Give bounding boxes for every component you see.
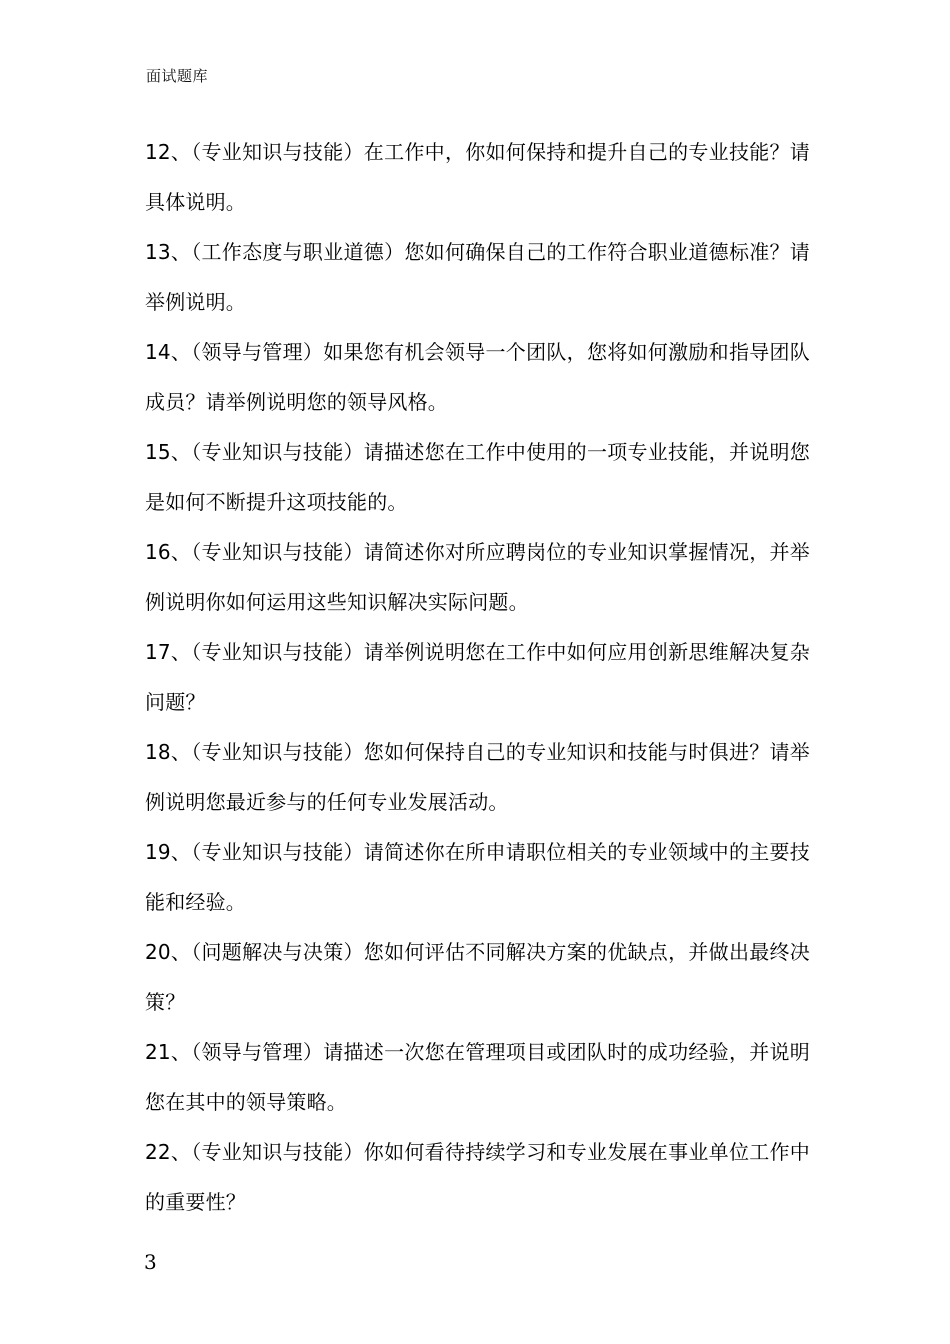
question-text: 18、（专业知识与技能）您如何保持自己的专业知识和技能与时俱进？请举例说明您最近参与的任何专业发展活动。 [145, 740, 810, 814]
question-item [145, 127, 810, 227]
question-text: 22、（专业知识与技能）你如何看待持续学习和专业发展在事业单位工作中的重要性？ [145, 1140, 810, 1214]
question-item [145, 427, 810, 527]
page-header-title: 面试题库 [146, 67, 209, 85]
question-item [145, 827, 810, 927]
question-text: 21、（领导与管理）请描述一次您在管理项目或团队时的成功经验，并说明您在其中的领导策略。 [145, 1040, 810, 1114]
question-item [145, 727, 810, 827]
question-item [145, 327, 810, 427]
page-number: 3 [144, 1250, 157, 1274]
question-item [145, 1027, 810, 1127]
question-text: 13、（工作态度与职业道德）您如何确保自己的工作符合职业道德标准？请举例说明。 [145, 240, 810, 314]
question-list [145, 127, 810, 1227]
question-text: 16、（专业知识与技能）请简述你对所应聘岗位的专业知识掌握情况，并举例说明你如何运用这些知识解决实际问题。 [145, 540, 810, 614]
question-item [145, 227, 810, 327]
question-text: 15、（专业知识与技能）请描述您在工作中使用的一项专业技能，并说明您是如何不断提升这项技能的。 [145, 440, 810, 514]
question-text: 20、（问题解决与决策）您如何评估不同解决方案的优缺点，并做出最终决策？ [145, 940, 810, 1014]
question-text: 19、（专业知识与技能）请简述你在所申请职位相关的专业领域中的主要技能和经验。 [145, 840, 810, 914]
question-item [145, 527, 810, 627]
question-text: 17、（专业知识与技能）请举例说明您在工作中如何应用创新思维解决复杂问题？ [145, 640, 810, 714]
question-item [145, 927, 810, 1027]
question-text: 12、（专业知识与技能）在工作中，你如何保持和提升自己的专业技能？请具体说明。 [145, 140, 810, 214]
question-text: 14、（领导与管理）如果您有机会领导一个团队，您将如何激励和指导团队成员？请举例说明您的领导风格。 [145, 340, 810, 414]
question-item [145, 1127, 810, 1227]
question-item [145, 627, 810, 727]
